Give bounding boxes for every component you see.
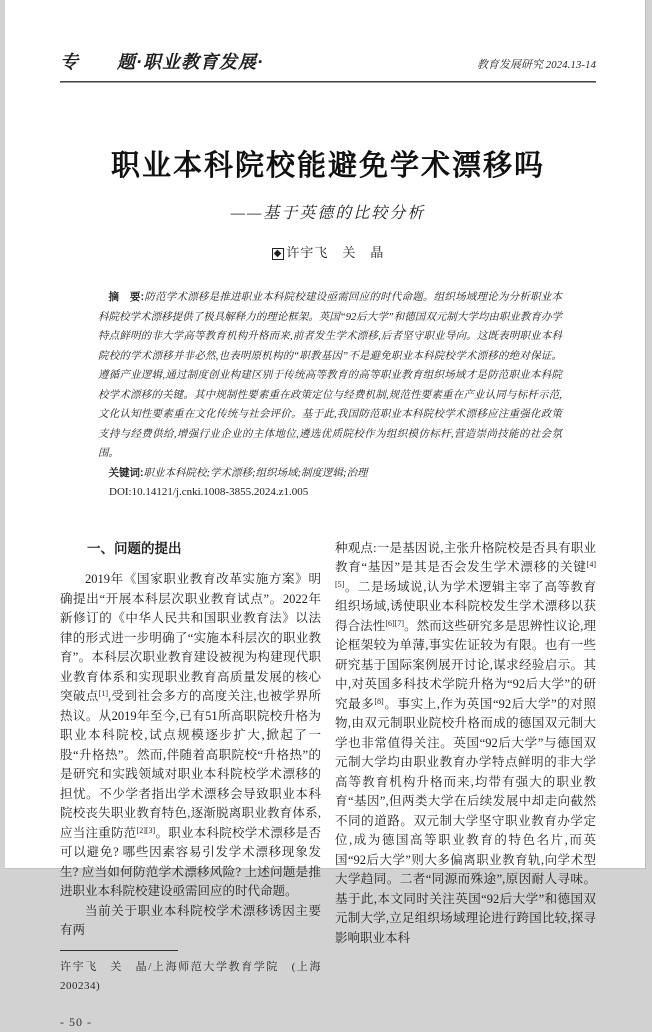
keywords-text: 职业本科院校;学术漂移;组织场域;制度逻辑;治理 — [144, 468, 368, 479]
doi-line: DOI:10.14121/j.cnki.1008-3855.2024.z1.005 — [98, 483, 562, 503]
column-label: 专 题·职业教育发展· — [60, 48, 264, 74]
scanned-page — [5, 0, 646, 869]
page-number: - 50 - — [60, 1013, 321, 1032]
footnote-divider — [60, 950, 178, 951]
article-body — [60, 539, 596, 1032]
abstract-label: 摘 要: — [109, 291, 145, 303]
abstract-text: 防范学术漂移是推进职业本科院校建设亟需回应的时代命题。组织场域理论为分析职业本科院校学术漂移提供了极具解释力的理论框架。英国“92后大学”和德国双元制大学均由职业教育办学特点鲜明的非大学高等教育机构升格而来,前者发生学术漂移,后者坚守职业导向。这既表明职业本科院校的学术漂移并非必然,也表明原机构的“职教基因”不是避免职业本科院校学术漂移的绝对保证。遵循产业逻辑,通过制度创业构建区别于传统高等教育的高等职业教育组织场域才是防范职业本科院校学术漂移的关键。其中规制性要素重在政策定位与经费机制,规范性要素重在产业认同与标杆示范,文化认知性要素重在文化传统与社会评价。基于此,我国防范职业本科院校学术漂移应注重强化政策支持与经费供给,增强行业企业的主体地位,遴选优质院校作为组织模仿标杆,营造崇尚技能的社会氛围。 — [98, 292, 562, 459]
author-names: 许宇飞 关 晶 — [286, 245, 384, 260]
article-subtitle: ——基于英德的比较分析 — [60, 200, 596, 223]
section-heading-1: 一、问题的提出 — [60, 539, 321, 559]
body-paragraph: 2019年《国家职业教育改革实施方案》明确提出“开展本科层次职业教育试点”。2022年新修订的《中华人民共和国职业教育法》以法律的形式进一步明确了“实施本科层次的职业教育”。本科层次职业教育建设被视为构建现代职业教育体系和实现职业教育高质量发展的核心突破点[1],受到社会多方的高度关注,也被学界所热议。从2019年至今,已有51所高职院校升格为职业本科院校,试点规模逐步扩大,掀起了一股“升格热”。然而,伴随着高职院校“升格热”的是研究和实践领域对职业本科院校学术漂移的担忧。不少学者指出学术漂移会导致职业本科院校丧失职业教育特色,逐渐脱离职业教育体系,应当注重防范[2][3]。职业本科院校学术漂移是否可以避免? 哪些因素容易引发学术漂移现象发生? 应当如何防范学术漂移风险? 上述问题是推进职业本科院校建设亟需回应的时代命题。 — [60, 570, 321, 902]
keywords-line — [98, 464, 562, 484]
journal-issue: 教育发展研究 2024.13-14 — [477, 56, 596, 74]
page-header — [60, 0, 596, 74]
keywords-label: 关键词: — [109, 467, 144, 479]
abstract-paragraph — [98, 288, 562, 464]
body-paragraph: 种观点:一是基因说,主张升格院校是否具有职业教育“基因”是其是否会发生学术漂移的关键[4][5]。二是场域说,认为学术逻辑主宰了高等教育组织场域,诱使职业本科院校发生学术漂移以获得合法性[6][7]。然而这些研究多是思辨性议论,理论框架较为单薄,事实佐证较为有限。也有一些研究基于国际案例展开讨论,谋求经验启示。其中,对英国多科技术学院升格为“92后大学”的研究最多[8]。事实上,作为英国“92后大学”的对照物,由双元制职业院校升格而成的德国双元制大学也非常值得关注。英国“92后大学”与德国双元制大学均由职业教育办学特点鲜明的非大学高等教育机构升格而来,均带有强大的职业教育“基因”,但两类大学在后续发展中却走向截然不同的道路。双元制大学坚守职业教育办学定位,成为德国高等职业教育的特色名片,而英国“92后大学”则大多偏离职业教育轨,向学术型大学趋同。二者“同源而殊途”,原因耐人寻味。基于此,本文同时关注英国“92后大学”和德国双元制大学,立足组织场域理论进行跨国比较,探寻影响职业本科 — [335, 539, 596, 949]
left-column — [60, 539, 321, 1032]
title-block — [60, 143, 596, 261]
author-diamond-icon: ◆ — [272, 248, 285, 260]
header-divider — [60, 81, 596, 83]
author-affiliation-footnote: 许宇飞 关 晶/上海师范大学教育学院 (上海 200234) — [60, 958, 321, 997]
article-title: 职业本科院校能避免学术漂移吗 — [60, 143, 596, 184]
author-line — [60, 242, 596, 261]
right-column — [335, 539, 596, 1032]
body-paragraph: 当前关于职业本科院校学术漂移诱因主要有两 — [60, 902, 321, 941]
abstract-block — [98, 288, 562, 503]
